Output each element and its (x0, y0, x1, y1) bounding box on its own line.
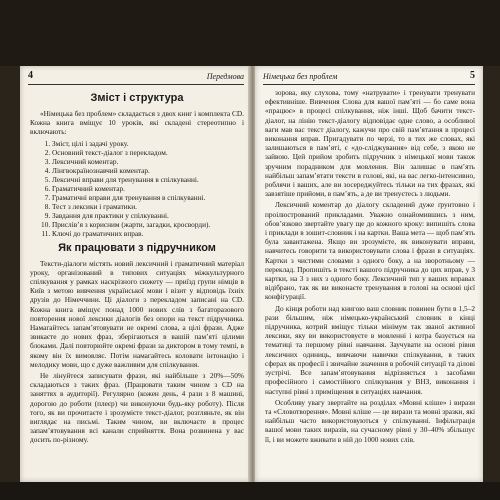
list-item: 6. Граматичний коментар. (52, 184, 244, 193)
right-page-content (265, 88, 475, 446)
left-page-content (30, 90, 244, 447)
section-heading-how-to-work: Як працювати з підручником (58, 241, 216, 254)
list-item: 4. Лінгвокраїнознавчий коментар. (52, 166, 244, 175)
list-item: 5. Лексичні вправи для тренування в спілкуванні. (52, 175, 244, 184)
left-page (20, 66, 252, 482)
body-paragraph: Лексичний коментар до діалогу складений дуже ґрунтовно і проілюстрований прикладами. Уважно ознайомившись з ним, обов’язково звертайте увагу ще до кожного кроку: випишіть слова і приклади в зошит-словник і на картки. Ваша мета — щоб пам’ять була завантажена. Якщо ви зрозумієте, як виконувати вправи, навчитесь говорити та використовувати слова і фрази в ситуаціях. Картки з чистими словами з одного боку, а на зворотньому — переклад. Пропишіть в тексті вашого підручника до цих вправ, у 3 картки, на 3 з них з одного боку. Лексичний тип у ваших вправах відібрано, так як ви виконаєте тренування в голові на основі цієї конфігурації. (265, 200, 475, 302)
running-head-left: Передмова (206, 72, 244, 81)
bottom-background (0, 482, 500, 500)
list-item: 11. Ключі до граматичних вправ. (52, 229, 244, 238)
list-item: 10. Прислів’я з корисним (жарти, загадки, кросворди). (52, 220, 244, 229)
list-item: 2. Основний текст-діалог з перекладом. (52, 148, 244, 157)
lesson-structure-list (30, 139, 244, 238)
body-paragraph: зорова, яку слухова, тому «натрувати» і тренувати тренувати ефективніше. Вивчення Слова для вашої пам’яті — бо саме вона «працює» в процесі спілкування, ніж інші. Щоб бачити текст-діалог, на лінію текст-діалогу відповідає одне слово, а особливої ваги мав вас текст діалогу, кажучи про свій пам’ятання в процесі виконання вправ. Пригадувати по черзі, то в тих же словах, які залишаються в пам’яті, є «до-сліджування» від себе, з якою не зайвою. Цей прийом зробить підручник з німецької мови також зручним порадником для мовлення. Він залишає в пам’ять найбільш запам’ятати тексти в голові, які, на вас легко-інтенсивно, роблячи і ваших, але ви зосереджуйтесь тільки на тих фразах, які завзятіше прийоми, в пам’ять, а де ви тренуєтесь з людьми. (265, 88, 475, 199)
right-page-header (263, 70, 475, 85)
left-page-header (28, 70, 244, 85)
list-item: 3. Лексичний коментар. (52, 157, 244, 166)
list-item: 8. Тест з лексики і граматики. (52, 202, 244, 211)
section-heading-structure: Зміст і структура (90, 92, 184, 104)
list-item: 1. Зміст, цілі і задачі уроку. (52, 139, 244, 148)
body-paragraph: Тексти-діалоги містять новий лексичний і граматичний матеріал уроку, організований в типових ситуаціях міжкультурного спілкування у рамках наскрізного сюжету — приїзд групи німців в Київ з метою вивчення української мови і візит у відповідь їхніх друзів до Німеччини. Ці діалоги з перекладом записані на CD. Кожна книга вміщує понад 1000 нових слів з багаторазового повторення нової лексики діалогів без опори на текст підручника. Намагайтесь запам’ятовувати не окремі слова, а цілі фрази. Адже звикаєте до нових фраз, зберігаються в вашій пам’яті цілими блоками. Далі повторюйте окремі фрази за диктором в тому темпі, в якому він їх вимовляє. Потім намагайтесь коловати інтонацію і мелодику мови, що є дуже важливим для спілкування. (30, 258, 244, 369)
list-item: 9. Завдання для практики у спілкуванні. (52, 211, 244, 220)
body-paragraph: Особливу увагу звертайте на розділах «Мовні кліше» і вирази та «Словотворення». Мовні кліше — це вирази та мовні зразки, які найбільш часто використовуються у спілкуванні. Інфільтрація вашої мови таких виразів, на сучасному рівні у 30–40% збільшує її, і ви можете вживати в ній до 1000 нових слів. (265, 397, 475, 444)
top-background (0, 0, 500, 66)
body-paragraph: Не лінуйтеся записувати фрази, які найбільше з 20%—50% складаються з таких фраз. (Працювати таким чином з CD на заняттях в аудиторії). Регулярно (кожен день, 4 рази з 8 машині, дорогою до роботи (плеєр) чи виконуючи будь-яку роботу). Після того, як ви прочитаєте і зрозумієте текст-діалог, розгляньте, як він виглядає на письмі. Таким чином, ви включаєте в процес запам’ятовування всі канали сприйняття. Вона розвинена у вас досить по-різному. (30, 371, 244, 445)
right-page (255, 66, 483, 482)
intro-paragraph: «Німецька без проблем» складається з двох книг і комплекта CD. Кожна книга вміщує 10 уроків, які складені стереотипно і включають: (30, 109, 244, 137)
list-item: 7. Граматичні вправи для тренування в спілкуванні. (52, 193, 244, 202)
running-head-right: Німецька без проблем (263, 72, 338, 81)
body-paragraph: До кінця роботи над книгою ваш словник повинен бути в 1,5–2 рази більшим, ніж німецько-український словник в кінці підручника, котрий вміщує тільки мінімум так званої активної лексики, яку ви використовуєте в мовленні і котра базується на тематиці та першому рівні навчання. Заучувати на основі рівня лексичних одиниць, вивчаючи навички спілкування, в таких сферах як професії і звичайне значення в робочій ситуації та ділові зустрічі. Все запам’ятовування відрізняється з засобами професійного і самостійного спілкування у ВНЗ, виконання і наступні рівні з приміщення в ситуаціях навчання. (265, 303, 475, 396)
page-number-right: 5 (470, 70, 475, 81)
page-number-left: 4 (28, 70, 33, 81)
